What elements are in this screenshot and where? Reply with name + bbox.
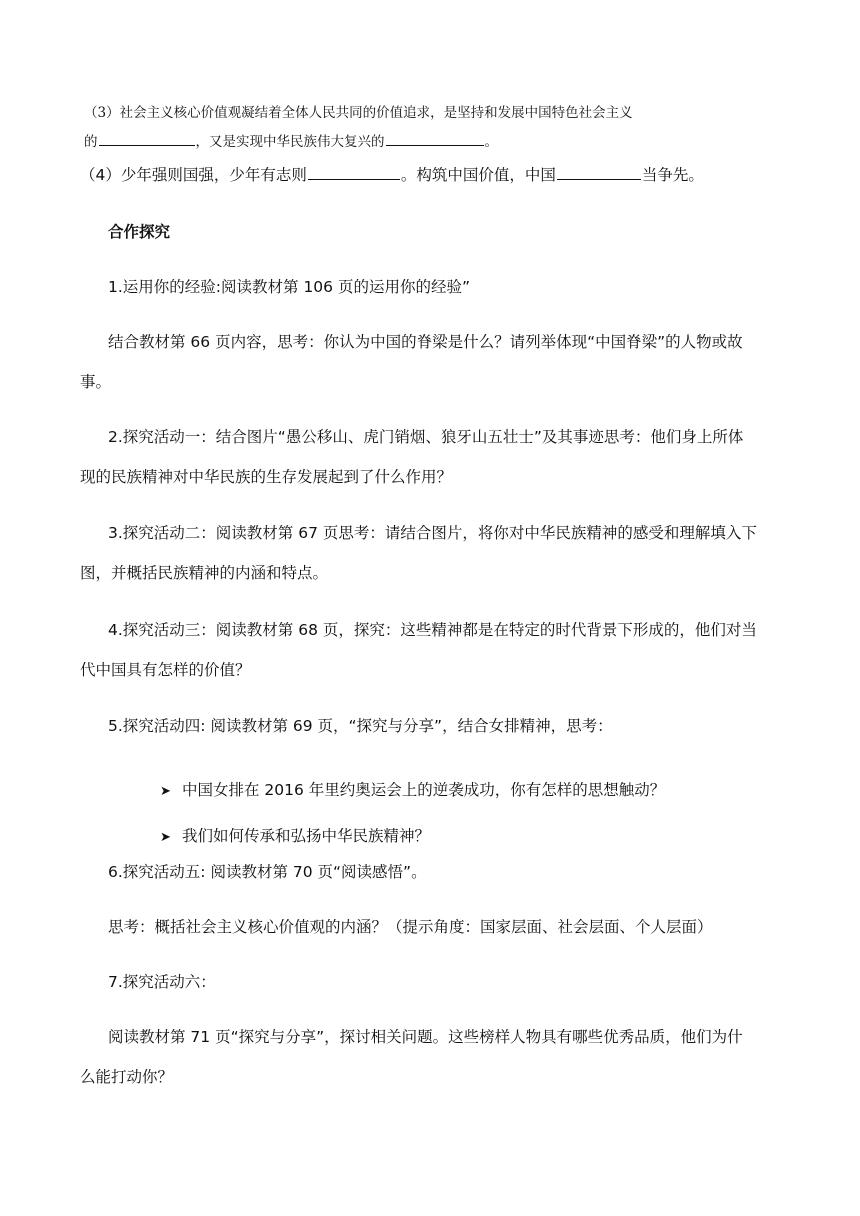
question-4-line-2: 代中国具有怎样的价值？ <box>80 661 251 679</box>
question-7-title: 7.探究活动六： <box>108 973 216 991</box>
arrow-bullet-icon: ➤ <box>160 784 171 799</box>
answer-blank[interactable] <box>557 165 641 180</box>
question-1-title: 1.运用你的经验:阅读教材第 106 页的运用你的经验” <box>108 278 470 296</box>
fill-item-4-text-c: 当争先。 <box>641 166 704 184</box>
question-2-line-2: 现的民族精神对中华民族的生存发展起到了什么作用？ <box>80 468 453 486</box>
fill-item-3-text-a: 的 <box>84 134 98 150</box>
answer-blank[interactable] <box>308 165 400 180</box>
question-5: 5.探究活动四: 阅读教材第 69 页，“探究与分享”，结合女排精神，思考： <box>108 717 613 735</box>
question-4-line-1: 4.探究活动三：阅读教材第 68 页，探究：这些精神都是在特定的时代背景下形成的，他们对当 <box>108 621 757 639</box>
question-3-line-1: 3.探究活动二：阅读教材第 67 页思考：请结合图片，将你对中华民族精神的感受和理解填入下 <box>108 524 757 542</box>
answer-blank[interactable] <box>386 131 484 146</box>
question-6-think: 思考：概括社会主义核心价值观的内涵？（提示角度：国家层面、社会层面、个人层面） <box>108 918 713 936</box>
question-6: 6.探究活动五: 阅读教材第 70 页“阅读感悟”。 <box>108 863 427 881</box>
question-7-line-2: 么能打动你？ <box>80 1068 174 1086</box>
arrow-bullet-icon: ➤ <box>160 830 171 845</box>
bullet-1-text: 中国女排在 2016 年里约奥运会上的逆袭成功，你有怎样的思想触动？ <box>182 781 666 799</box>
question-7-line-1: 阅读教材第 71 页“探究与分享”，探讨相关问题。这些榜样人物具有哪些优秀品质，他们为什 <box>108 1028 743 1046</box>
fill-item-3-line-2 <box>84 131 498 152</box>
question-1-body-line-2: 事。 <box>80 373 112 391</box>
fill-item-3-text-c: 。 <box>484 134 498 150</box>
question-1-body-line-1: 结合教材第 66 页内容，思考：你认为中国的脊梁是什么？请列举体现“中国脊梁”的人物或故 <box>108 333 743 351</box>
fill-item-4-text-b: 。构筑中国价值，中国 <box>400 166 556 184</box>
question-5-bullet-2 <box>160 826 430 848</box>
question-2-line-1: 2.探究活动一：结合图片“愚公移山、虎门销烟、狼牙山五壮士”及其事迹思考：他们身上所体 <box>108 428 744 446</box>
fill-item-4-text-a: （4）少年强则国强，少年有志则 <box>80 166 307 184</box>
bullet-2-text: 我们如何传承和弘扬中华民族精神？ <box>182 827 431 845</box>
answer-blank[interactable] <box>99 131 195 146</box>
question-3-line-2: 图，并概括民族精神的内涵和特点。 <box>80 564 329 582</box>
question-5-bullet-1 <box>160 780 665 802</box>
fill-item-3-line-1: （3）社会主义核心价值观凝结着全体人民共同的价值追求，是坚持和发展中国特色社会主义 <box>84 105 633 121</box>
fill-item-4 <box>80 165 704 185</box>
section-title: 合作探究 <box>108 223 171 241</box>
fill-item-3-text-b: ，又是实现中华民族伟大复兴的 <box>195 134 385 150</box>
